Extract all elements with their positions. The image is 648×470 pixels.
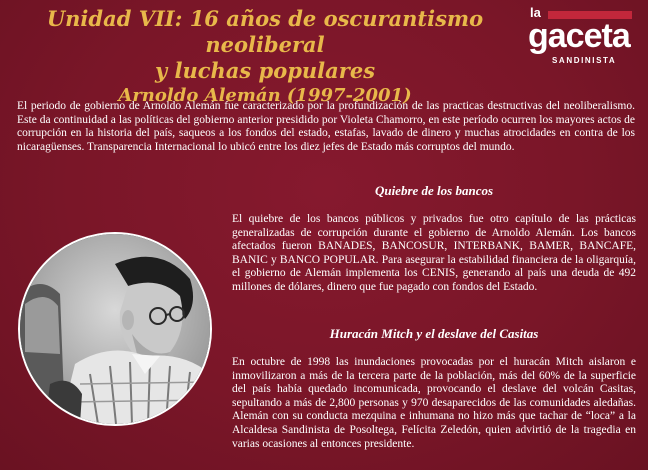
page-title-line-1: Unidad VII: 16 años de oscurantismo neoliberal bbox=[46, 6, 484, 57]
intro-paragraph: El periodo de gobierno de Arnoldo Alemán fue caracterizado por la profundización de las practicas destructivas del neoliberalismo. Este da continuidad a las políticas del gobierno anterior presidido por Violeta Chamorro, en este período ocurren los mayores actos de corrupción en la historia del país, saqueos a los fondos del estado, estafas, lavado de dinero y muchas atrocidades en contra de los nicaragüenses. Transparencia Internacional lo ubicó entre los diez jefes de Estado más corruptos del mundo. bbox=[17, 100, 635, 153]
logo-prefix: la bbox=[530, 5, 541, 20]
page-title-line-2: y luchas populares bbox=[154, 58, 376, 83]
title-block bbox=[20, 6, 510, 107]
logo-name: gaceta bbox=[528, 17, 630, 55]
portrait-photo bbox=[18, 232, 212, 426]
section-text-banks: El quiebre de los bancos públicos y privados fue otro capítulo de las prácticas generalizadas de corrupción durante el gobierno de Arnoldo Alemán. Los bancos afectados fueron BANADES, BANCOSUR, INTERBANK, BAMER, BANCAFE, BANIC y BANCO POPULAR. Para asegurar la estabilidad financiera de la oligarquía, el gobierno de Alemán implementa los CENIS, generando al país una deuda de 492 millones de dólares, dinero que fue pagado con fondos del Estado. bbox=[232, 213, 636, 293]
section-text-mitch: En octubre de 1998 las inundaciones provocadas por el huracán Mitch aislaron e inmovilizaron a más de la tercera parte de la población, más del 60% de la superficie del país había quedado incomunicada, provocando el deslave del volcán Casitas, sepultando a más de 2,800 personas y 970 desaparecidos de las comunidades aledañas. Alemán con su conducta mezquina e inhumana no hizo más que tachar de “loca” a la Alcaldesa Sandinista de Posoltega, Felícita Zeledón, quien advirtió de la tragedia en varias ocasiones al entonces presidente. bbox=[232, 356, 636, 450]
page-subtitle: Arnoldo Alemán (1997-2001) bbox=[118, 85, 412, 106]
logo-tagline: SANDINISTA bbox=[552, 56, 617, 65]
section-heading-mitch: Huracán Mitch y el deslave del Casitas bbox=[329, 326, 539, 341]
section-heading-banks: Quiebre de los bancos bbox=[374, 183, 494, 198]
portrait-illustration bbox=[20, 234, 210, 424]
gaceta-sandinista-logo bbox=[528, 6, 636, 68]
